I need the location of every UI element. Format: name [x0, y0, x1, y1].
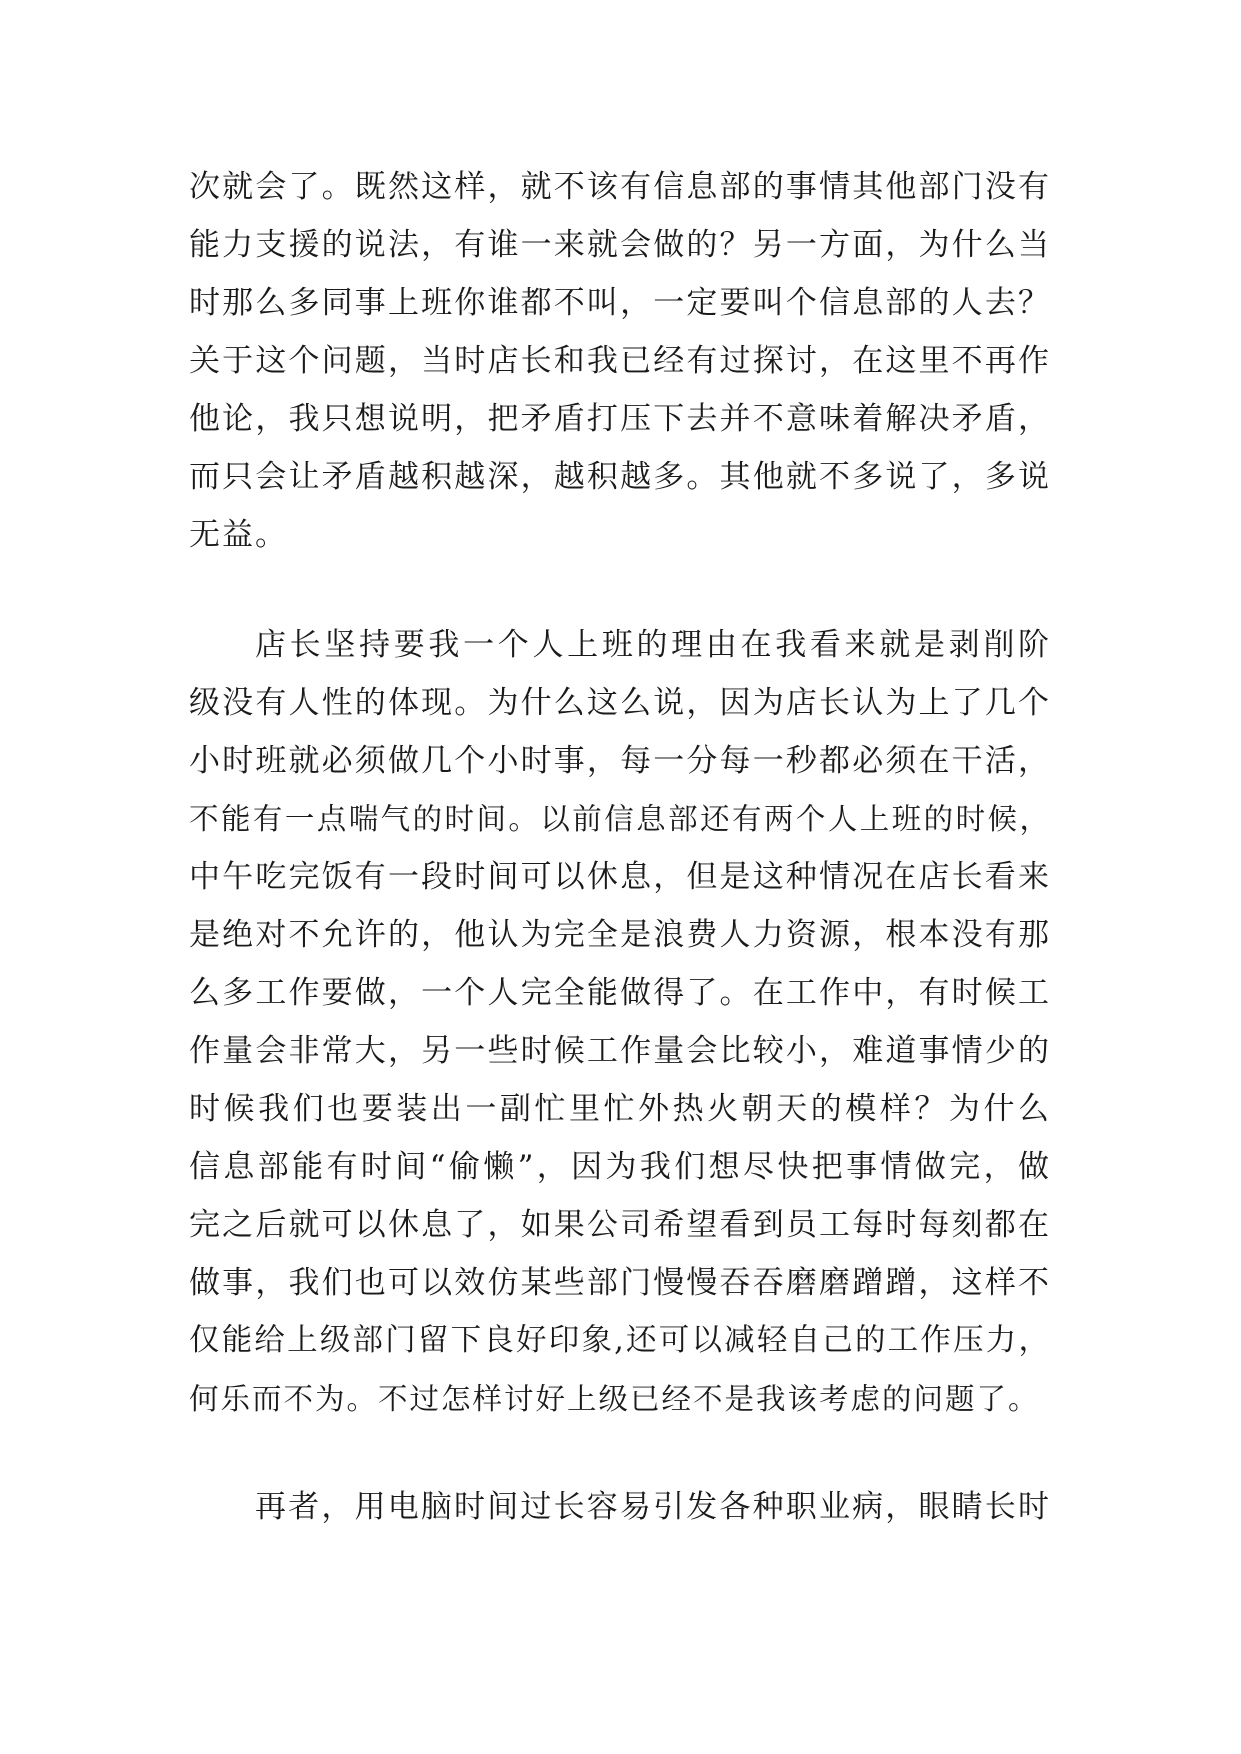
paragraph-2 [189, 616, 1051, 1428]
text-line: 而只会让矛盾越积越深，越积越多。其他就不多说了，多说 [189, 459, 1051, 495]
text-line: 时那么多同事上班你谁都不叫，一定要叫个信息部的人去？ [189, 285, 1051, 321]
text-line: 作量会非常大，另一些时候工作量会比较小，难道事情少的 [189, 1033, 1051, 1069]
text-line: 中午吃完饭有一段时间可以休息，但是这种情况在店长看来 [189, 859, 1051, 895]
text-line: 店长坚持要我一个人上班的理由在我看来就是剥削阶 [255, 627, 1051, 663]
paragraph-1 [189, 158, 1051, 564]
text-line: 再者，用电脑时间过长容易引发各种职业病，眼睛长时 [255, 1489, 1051, 1525]
text-line: 他论，我只想说明，把矛盾打压下去并不意味着解决矛盾， [189, 401, 1051, 437]
text-line: 关于这个问题，当时店长和我已经有过探讨，在这里不再作 [189, 343, 1051, 379]
text-line: 完之后就可以休息了，如果公司希望看到员工每时每刻都在 [189, 1207, 1051, 1243]
text-line: 做事，我们也可以效仿某些部门慢慢吞吞磨磨蹭蹭，这样不 [189, 1265, 1051, 1301]
text-line: 不能有一点喘气的时间。以前信息部还有两个人上班的时候， [189, 802, 1051, 836]
paragraph-3 [189, 1478, 1051, 1536]
text-line: 级没有人性的体现。为什么这么说，因为店长认为上了几个 [189, 685, 1051, 721]
text-line: 次就会了。既然这样，就不该有信息部的事情其他部门没有 [189, 169, 1051, 205]
text-line: 么多工作要做，一个人完全能做得了。在工作中，有时候工 [189, 975, 1051, 1011]
text-line: 是绝对不允许的，他认为完全是浪费人力资源，根本没有那 [189, 917, 1051, 953]
text-line: 能力支援的说法，有谁一来就会做的？另一方面，为什么当 [189, 227, 1051, 263]
text-line: 信息部能有时间“偷懒”，因为我们想尽快把事情做完，做 [189, 1149, 1051, 1185]
text-line: 无益。 [189, 517, 288, 553]
text-line: 仅能给上级部门留下良好印象,还可以减轻自己的工作压力， [189, 1323, 1051, 1358]
text-line: 何乐而不为。不过怎样讨好上级已经不是我该考虑的问题了。 [189, 1382, 1040, 1416]
text-line: 时候我们也要装出一副忙里忙外热火朝天的模样？为什么 [189, 1091, 1051, 1127]
text-line: 小时班就必须做几个小时事，每一分每一秒都必须在干活， [189, 743, 1051, 779]
